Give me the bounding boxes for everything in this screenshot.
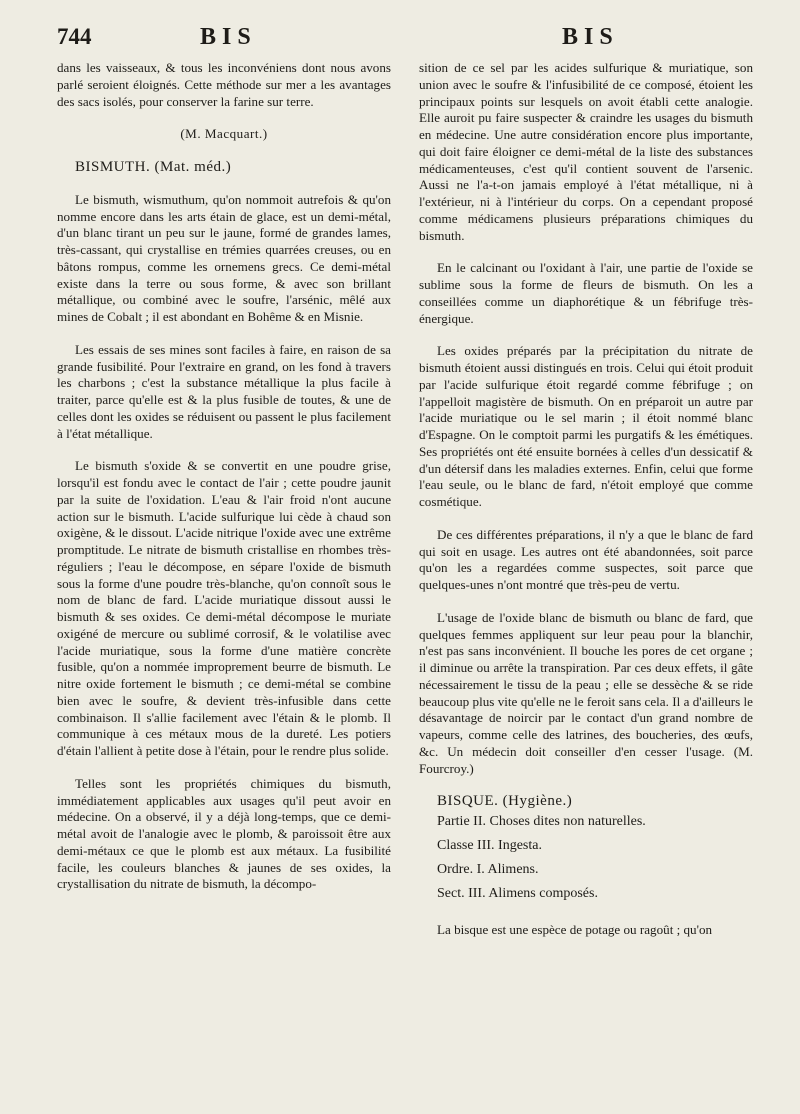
paragraph-gap bbox=[419, 777, 753, 793]
classification-line: Sect. III. Alimens composés. bbox=[437, 886, 598, 901]
classification-line: Ordre. I. Alimens. bbox=[437, 862, 539, 877]
paragraph-gap bbox=[419, 244, 753, 260]
entry-headword: BISMUTH. (Mat. méd.) bbox=[75, 159, 232, 175]
paragraph-gap bbox=[419, 327, 753, 343]
running-head-right: BIS bbox=[562, 24, 619, 50]
article-paragraph: Le bismuth s'oxide & se convertit en une poudre grise, lorsqu'il est fondu avec le contact de l'air ; cette poudre jaunit par la suite de l'oxidation. L'eau & l'air froid n'ont aucune action sur le bismuth. L'acide sulfurique lui cède à chaud son oxigène, & le dissout. L'acide nitrique l'oxide avec une extrême promptitude. Le nitrate de bismuth cristallise en rhombes très-réguliers ; l'eau le décompose, en sépare l'oxide de bismuth sous la forme d'une poudre très-blanche, qu'on connoît sous le nom de blanc de fard. L'acide muriatique dissout aussi le bismuth & ses oxides. Ce demi-métal décompose le muriate oxigéné de mercure ou sublimé corrosif, & le volatilise avec l'acide muriatique, sous la forme d'une matière concrète fusible, qu'on a nommée improprement beurre de bismuth. Le nitre oxide fortement le bismuth ; ce demi-métal se combine bien avec le soufre, & devient très-infusible dans cette combinaison. Il s'allie facilement avec l'étain & le plomb. Il communique à ces métaux mous de la dureté. Les potiers d'étain l'allient à petite dose à l'étain, pour le rendre plus solide. bbox=[57, 458, 391, 758]
entry-headword: BISQUE. (Hygiène.) bbox=[437, 793, 573, 810]
page-number: 744 bbox=[57, 24, 92, 49]
paragraph-gap bbox=[57, 110, 391, 126]
left-column bbox=[57, 60, 391, 893]
article-paragraph: Telles sont les propriétés chimiques du bismuth, immédiatement applicables aux usages qu'il peut avoir en médecine. On a observé, il y a déjà long-temps, que ce demi-métal avoit de l'analogie avec le plomb, & paroissoit être aux demi-métaux ce que le plomb est aux métaux. La fusibilité facile, les couleurs blanches & jaunes de ses oxides, la crystallisation du nitrate de bismuth, la décompo- bbox=[57, 775, 391, 892]
paragraph-gap bbox=[57, 326, 391, 342]
paragraph-gap bbox=[419, 594, 753, 610]
paragraph-gap bbox=[57, 760, 391, 776]
running-head-left: BIS bbox=[200, 24, 257, 50]
author-signature: (M. Macquart.) bbox=[180, 126, 268, 142]
right-column bbox=[419, 60, 753, 939]
article-paragraph: La bisque est une espèce de potage ou ragoût ; qu'on bbox=[437, 922, 713, 937]
article-paragraph: dans les vaisseaux, & tous les inconvéniens dont nous avons parlé seroient éloignés. Cette méthode sur mer a les avantages des sacs isolés, pour conserver la farine sur terre. bbox=[57, 60, 391, 109]
classification-line: Partie II. Choses dites non naturelles. bbox=[437, 814, 646, 829]
paragraph-gap bbox=[57, 143, 391, 159]
classification-line: Classe III. Ingesta. bbox=[437, 838, 542, 853]
article-paragraph: De ces différentes préparations, il n'y a que le blanc de fard qui soit en usage. Les autres ont été abandonnées, soit parce qu'on les a regardées comme suspectes, soit parce que quelques-unes n'ont montré que très-peu de vertu. bbox=[419, 526, 753, 592]
article-paragraph: Les oxides préparés par la précipitation du nitrate de bismuth étoient aussi distingués en trois. Celui qui étoit produit par l'acide sulfurique étoit regardé comme fébrifuge ; on l'appelloit magistère de bismuth. On en préparoit un autre par l'acide muriatique ou le sel marin ; il étoit nommé blanc d'Espagne. On le comptoit parmi les purgatifs & les émétiques. Ses propriétés ont été ensuite bornées à celles d'un dessicatif & d'un détersif dans les maladies externes. Enfin, celui que forme l'eau seule, ou le blanc de fard, n'étoit employé que comme cosmétique. bbox=[419, 343, 753, 509]
article-paragraph: Les essais de ses mines sont faciles à faire, en raison de sa grande fusibilité. Pour l'extraire en grand, on les fond à travers les charbons ; c'est la substance métallique la plus facile à traiter, parce qu'elle est & la plus fusible de toutes, & une de celles dont les oxides se réduisent ou passent le plus facilement à l'état métallique. bbox=[57, 341, 391, 441]
paragraph-gap bbox=[57, 176, 391, 192]
article-paragraph: sition de ce sel par les acides sulfurique & muriatique, son union avec le soufre & l'infusibilité de ce composé, étoient les principaux points sur lesquels on avoit établi cette analogie. Elle auroit pu faire suspecter & craindre les usages du bismuth en médecine. Une autre considération encore plus importante, qui doit faire éloigner ce demi-métal de la liste des substances médicamenteuses, c'est qu'il contient souvent de l'arsenic. Aussi ne l'a-t-on jamais employé à l'état métallique, ni à l'extérieur, ni à l'intérieur du corps. On a cependant proposé comme médicamens plusieurs préparations chimiques du bismuth. bbox=[419, 60, 753, 243]
paragraph-gap bbox=[419, 511, 753, 527]
article-paragraph: En le calcinant ou l'oxidant à l'air, une partie de l'oxide se sublime sous la forme de fleurs de bismuth. On les a conseillées comme un diaphorétique & un fébrifuge très-énergique. bbox=[419, 260, 753, 326]
paragraph-gap bbox=[419, 906, 753, 922]
article-paragraph: L'usage de l'oxide blanc de bismuth ou blanc de fard, que quelques femmes appliquent sur leur peau pour la blanchir, n'est pas sans inconvénient. Il bouche les pores de cet organe ; il diminue ou arrête la transpiration. Par ces deux effets, il gâte nécessairement le tissu de la peau ; elle se dessèche & se ride beaucoup plus vite qu'elle ne le feroit sans cela. Il a d'ailleurs le désavantage de noircir par le contact d'un grand nombre de vapeurs, comme celle des latrines, des boucheries, des œufs, &c. Un médecin doit conseiller d'en cesser l'usage. (M. Fourcroy.) bbox=[419, 609, 753, 776]
paragraph-gap bbox=[57, 442, 391, 458]
article-paragraph: Le bismuth, wismuthum, qu'on nommoit autrefois & qu'on nomme encore dans les arts étain de glace, est un demi-métal, d'un blanc tirant un peu sur le jaune, formé de grandes lames, très-cassant, qui crystallise en trémies quarrées creuses, ou en bâtons rompus, comme les ornemens grecs. Ce demi-métal existe dans la terre ou sous forme, & avec son brillant métallique, ou combiné avec le soufre, l'arsénic, mêlé aux mines de Cobalt ; il est abondant en Bohême & en Misnie. bbox=[57, 191, 391, 324]
